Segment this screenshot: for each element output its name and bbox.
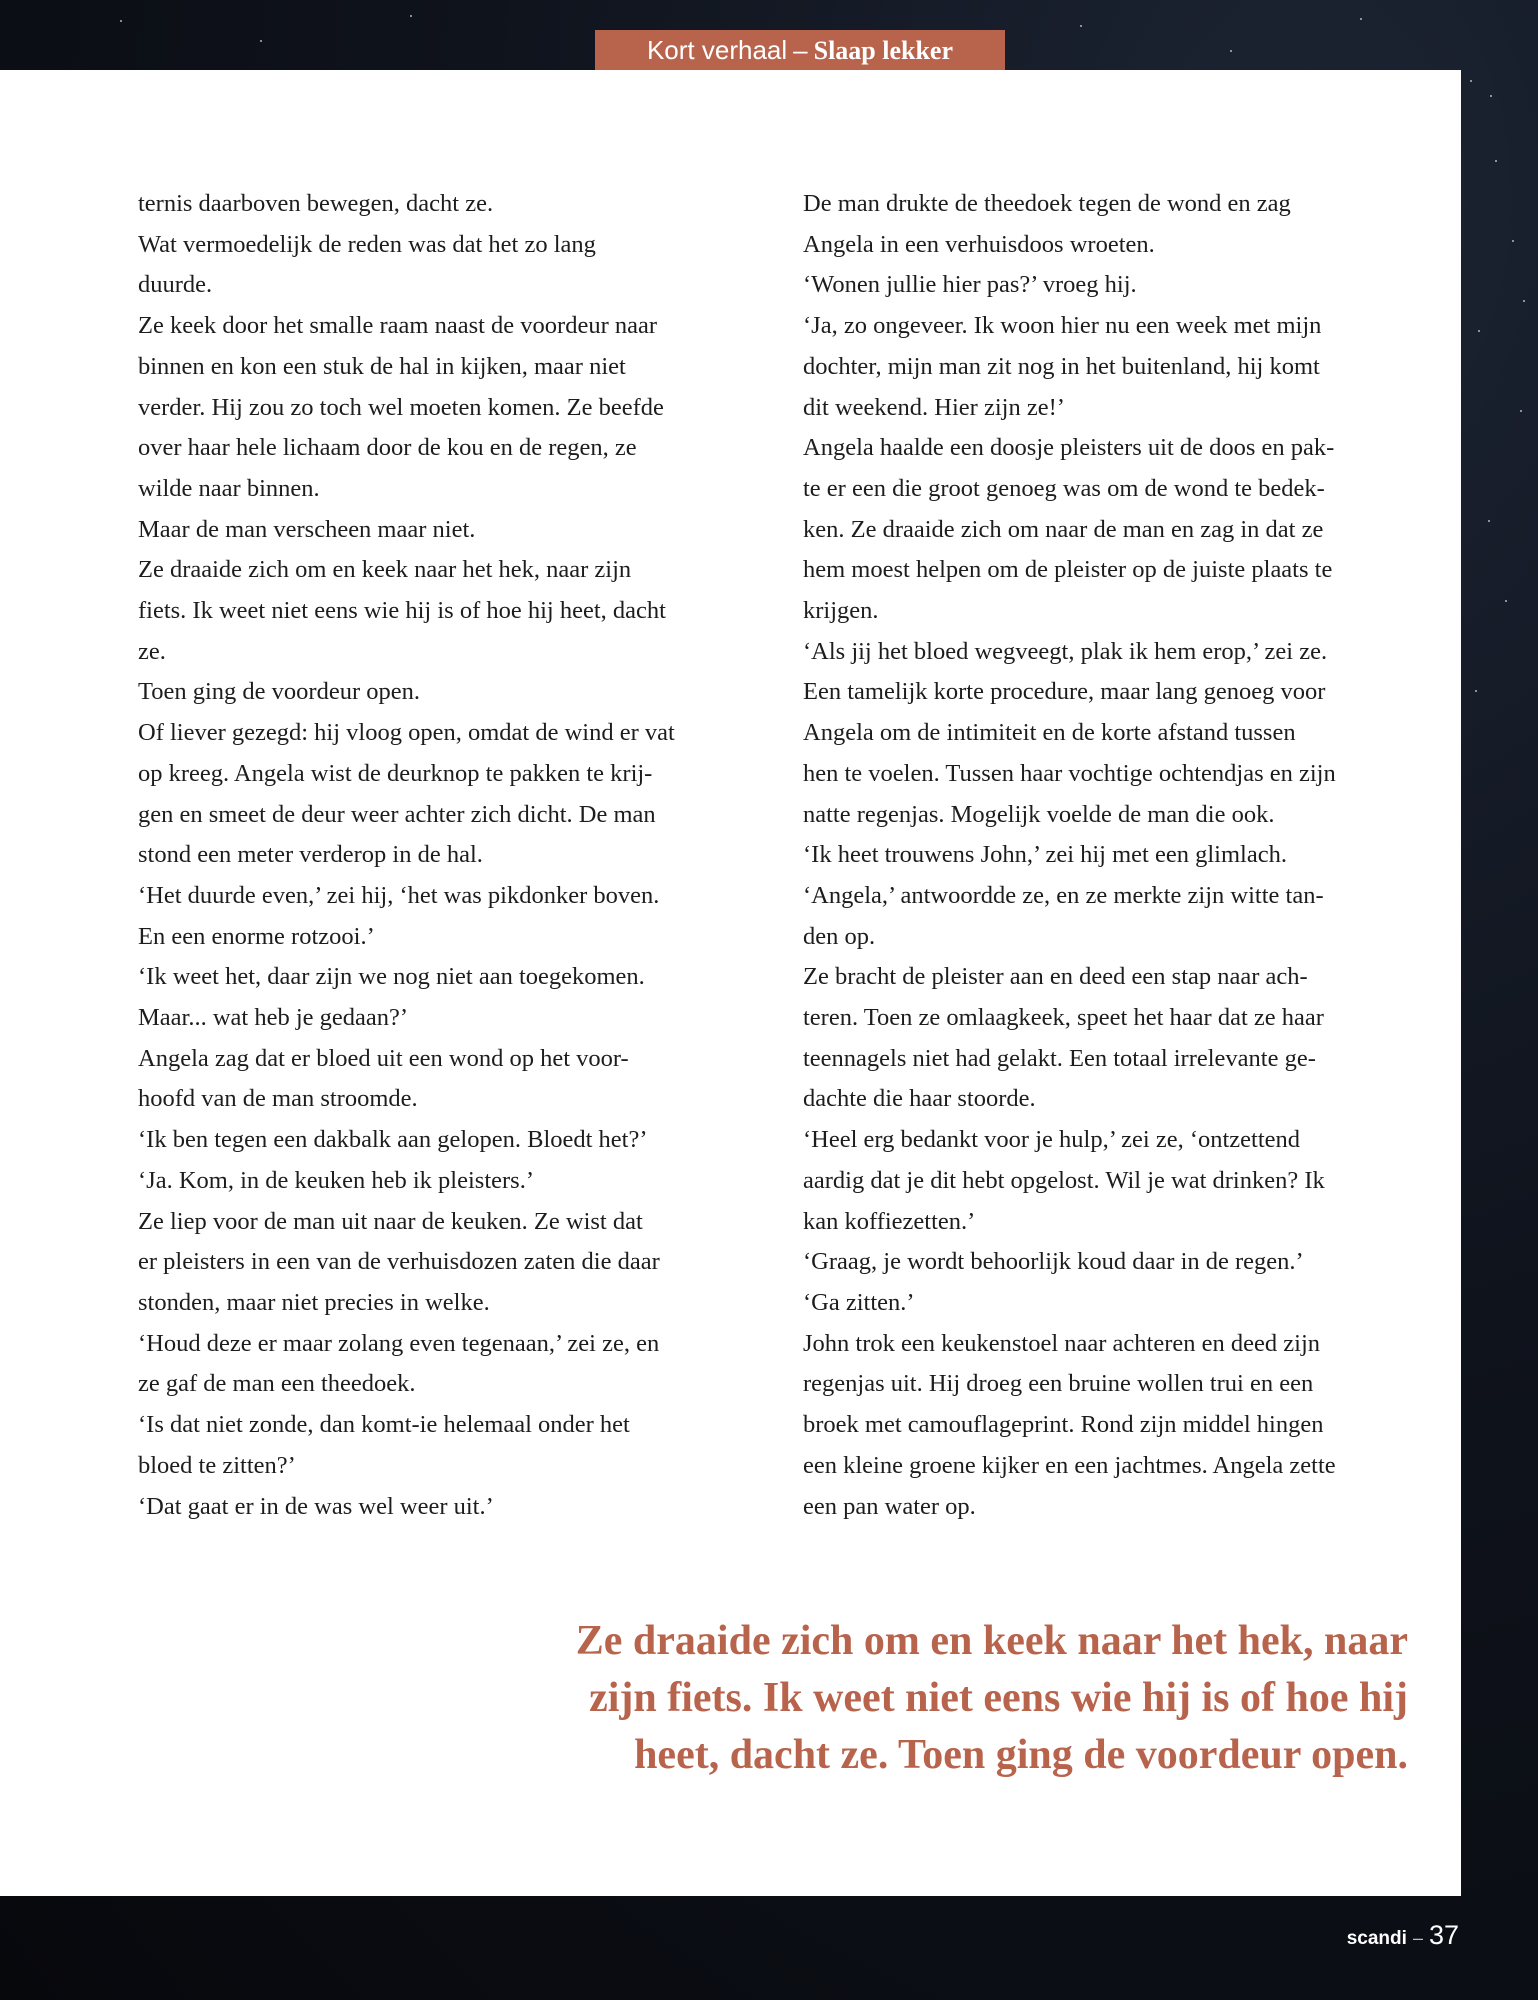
footer-separator: – xyxy=(1412,1928,1423,1948)
star xyxy=(1470,80,1472,82)
text-line: broek met camouflageprint. Rond zijn middel hingen xyxy=(803,1411,1324,1439)
text-line: ‘Ik weet het, daar zijn we nog niet aan toegekomen. xyxy=(138,963,645,991)
text-line: Of liever gezegd: hij vloog open, omdat de wind er vat xyxy=(138,719,675,747)
text-line: hoofd van de man stroomde. xyxy=(138,1085,418,1113)
text-line: ‘Het duurde even,’ zei hij, ‘het was pikdonker boven. xyxy=(138,881,660,909)
text-line: John trok een keukenstoel naar achteren en deed zijn xyxy=(803,1329,1321,1357)
text-line: ‘Dat gaat er in de was wel weer uit.’ xyxy=(138,1492,494,1520)
page-footer xyxy=(1347,1920,1459,1951)
text-line: Toen ging de voordeur open. xyxy=(138,678,421,706)
header-separator: – xyxy=(793,35,808,65)
text-line: ken. Ze draaide zich om naar de man en zag in dat ze xyxy=(803,515,1324,543)
text-line: kan koffiezetten.’ xyxy=(803,1207,976,1235)
text-line: Maar... wat heb je gedaan?’ xyxy=(138,1004,409,1032)
text-line: Een tamelijk korte procedure, maar lang genoeg voor xyxy=(803,678,1326,706)
text-line: ‘Ik heet trouwens John,’ zei hij met een glimlach. xyxy=(803,841,1287,869)
text-line: Maar de man verscheen maar niet. xyxy=(138,515,476,543)
text-line: ‘Ik ben tegen een dakbalk aan gelopen. Bloedt het?’ xyxy=(138,1126,648,1154)
pull-quote-line: heet, dacht ze. Toen ging de voordeur open. xyxy=(634,1732,1408,1778)
text-line: ‘Heel erg bedankt voor je hulp,’ zei ze, ‘ontzettend xyxy=(803,1126,1301,1154)
star xyxy=(1488,520,1490,522)
star xyxy=(1080,25,1082,27)
star xyxy=(1490,95,1492,97)
text-line: een pan water op. xyxy=(803,1492,976,1520)
text-line: te er een die groot genoeg was om de wond te bedek- xyxy=(803,474,1325,502)
text-line: ‘Wonen jullie hier pas?’ vroeg hij. xyxy=(803,271,1137,299)
text-line: ‘Houd deze er maar zolang even tegenaan,’ zei ze, en xyxy=(138,1329,660,1357)
text-line: ‘Als jij het bloed wegveegt, plak ik hem erop,’ zei ze. xyxy=(803,637,1328,665)
section-label: Kort verhaal xyxy=(646,35,788,65)
text-line: krijgen. xyxy=(803,597,879,625)
text-line: duurde. xyxy=(138,271,213,299)
text-line: dachte die haar stoorde. xyxy=(803,1085,1036,1113)
page-number: 37 xyxy=(1428,1920,1459,1950)
text-line: Ze keek door het smalle raam naast de voordeur naar xyxy=(138,312,658,340)
text-line: ‘Ja. Kom, in de keuken heb ik pleisters.’ xyxy=(138,1166,534,1194)
text-line: natte regenjas. Mogelijk voelde de man die ook. xyxy=(803,800,1275,828)
text-line: dit weekend. Hier zijn ze!’ xyxy=(803,393,1065,421)
text-line: gen en smeet de deur weer achter zich dicht. De man xyxy=(138,800,656,828)
text-line: een kleine groene kijker en een jachtmes. Angela zette xyxy=(803,1451,1336,1479)
text-line: hen te voelen. Tussen haar vochtige ochtendjas en zijn xyxy=(803,759,1336,787)
text-line: fiets. Ik weet niet eens wie hij is of hoe hij heet, dacht xyxy=(138,597,666,625)
text-line: De man drukte de theedoek tegen de wond en zag xyxy=(803,190,1291,217)
pull-quote-line: zijn fiets. Ik weet niet eens wie hij is of hoe hij xyxy=(589,1675,1408,1721)
text-line: binnen en kon een stuk de hal in kijken, maar niet xyxy=(138,352,626,380)
star xyxy=(1478,330,1480,332)
text-line: stonden, maar niet precies in welke. xyxy=(138,1288,490,1316)
star xyxy=(120,20,122,22)
star xyxy=(1475,690,1477,692)
text-line: Angela om de intimiteit en de korte afstand tussen xyxy=(803,719,1296,747)
text-line: Ze liep voor de man uit naar de keuken. Ze wist dat xyxy=(138,1207,643,1235)
text-line: Ze bracht de pleister aan en deed een stap naar ach- xyxy=(803,963,1308,991)
text-line: verder. Hij zou zo toch wel moeten komen. Ze beefde xyxy=(138,393,664,421)
text-line: Angela haalde een doosje pleisters uit de doos en pak- xyxy=(803,434,1335,462)
text-line: ‘Ga zitten.’ xyxy=(803,1288,915,1316)
pull-quote-line: Ze draaide zich om en keek naar het hek, naar xyxy=(575,1618,1408,1664)
text-line: den op. xyxy=(803,922,876,950)
star xyxy=(410,15,412,17)
right-text-column xyxy=(803,184,1443,1527)
text-line: ‘Is dat niet zonde, dan komt-ie helemaal onder het xyxy=(138,1411,630,1439)
text-line: ze. xyxy=(138,637,166,665)
text-line: wilde naar binnen. xyxy=(138,474,320,502)
text-line: er pleisters in een van de verhuisdozen zaten die daar xyxy=(138,1248,660,1276)
star xyxy=(260,40,262,42)
text-line: Angela zag dat er bloed uit een wond op het voor- xyxy=(138,1044,629,1072)
star xyxy=(1520,410,1522,412)
text-line: aardig dat je dit hebt opgelost. Wil je wat drinken? Ik xyxy=(803,1166,1325,1194)
text-line: ze gaf de man een theedoek. xyxy=(138,1370,416,1398)
text-line: ‘Graag, je wordt behoorlijk koud daar in de regen.’ xyxy=(803,1248,1304,1276)
star xyxy=(1230,50,1232,52)
star xyxy=(1523,300,1525,302)
text-line: ‘Ja, zo ongeveer. Ik woon hier nu een week met mijn xyxy=(803,312,1322,340)
text-line: Angela in een verhuisdoos wroeten. xyxy=(803,230,1155,258)
text-line: over haar hele lichaam door de kou en de regen, ze xyxy=(138,434,637,462)
text-line: ternis daarboven bewegen, dacht ze. xyxy=(138,190,494,217)
text-line: regenjas uit. Hij droeg een bruine wollen trui en een xyxy=(803,1370,1314,1398)
section-header-tab xyxy=(595,30,1005,70)
text-line: bloed te zitten?’ xyxy=(138,1451,296,1479)
pull-quote xyxy=(408,1613,1408,1784)
text-line: dochter, mijn man zit nog in het buitenland, hij komt xyxy=(803,352,1320,380)
text-line: hem moest helpen om de pleister op de juiste plaats te xyxy=(803,556,1333,584)
story-title: Slaap lekker xyxy=(813,36,954,65)
text-line: teren. Toen ze omlaagkeek, speet het haar dat ze haar xyxy=(803,1004,1324,1032)
star xyxy=(1512,240,1514,242)
text-line: stond een meter verderop in de hal. xyxy=(138,841,483,869)
left-text-column xyxy=(138,184,768,1527)
text-line: Wat vermoedelijk de reden was dat het zo lang xyxy=(138,230,596,258)
text-line: Ze draaide zich om en keek naar het hek, naar zijn xyxy=(138,556,632,584)
text-line: En een enorme rotzooi.’ xyxy=(138,922,375,950)
text-line: teennagels niet had gelakt. Een totaal irrelevante ge- xyxy=(803,1044,1316,1072)
text-line: op kreeg. Angela wist de deurknop te pakken te krij- xyxy=(138,759,653,787)
text-line: ‘Angela,’ antwoordde ze, en ze merkte zijn witte tan- xyxy=(803,881,1324,909)
star xyxy=(1360,18,1362,20)
star xyxy=(1505,600,1507,602)
magazine-brand: scandi xyxy=(1346,1928,1407,1949)
star xyxy=(1495,160,1497,162)
